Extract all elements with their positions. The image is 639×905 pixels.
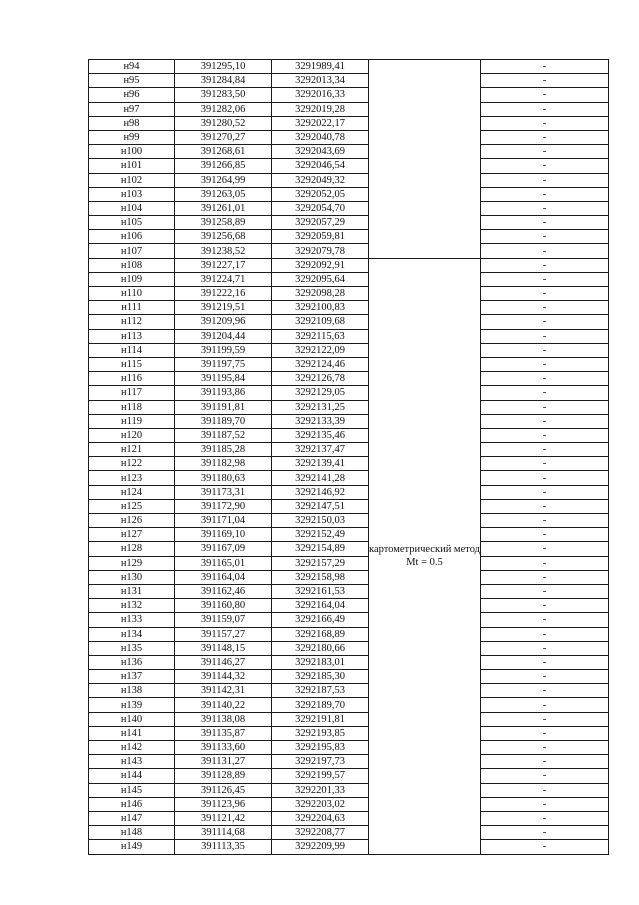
note-cell: - (481, 272, 609, 286)
y-coordinate-cell: 3292019,28 (272, 102, 369, 116)
note-cell: - (481, 698, 609, 712)
x-coordinate-cell: 391113,35 (175, 840, 272, 854)
point-name-cell: н119 (89, 414, 175, 428)
y-coordinate-cell: 3292137,47 (272, 443, 369, 457)
table-row (89, 627, 609, 641)
note-cell: - (481, 116, 609, 130)
x-coordinate-cell: 391227,17 (175, 258, 272, 272)
table-row (89, 811, 609, 825)
x-coordinate-cell: 391256,68 (175, 230, 272, 244)
y-coordinate-cell: 3292098,28 (272, 287, 369, 301)
y-coordinate-cell: 3292040,78 (272, 130, 369, 144)
y-coordinate-cell: 3292100,83 (272, 301, 369, 315)
point-name-cell: н145 (89, 783, 175, 797)
note-cell: - (481, 343, 609, 357)
note-cell: - (481, 755, 609, 769)
point-name-cell: н128 (89, 542, 175, 556)
note-cell: - (481, 357, 609, 371)
note-cell: - (481, 655, 609, 669)
note-cell: - (481, 457, 609, 471)
note-cell: - (481, 726, 609, 740)
note-cell: - (481, 811, 609, 825)
y-coordinate-cell: 3292180,66 (272, 641, 369, 655)
y-coordinate-cell: 3292095,64 (272, 272, 369, 286)
table-row (89, 457, 609, 471)
x-coordinate-cell: 391261,01 (175, 201, 272, 215)
y-coordinate-cell: 3292185,30 (272, 670, 369, 684)
note-cell: - (481, 741, 609, 755)
x-coordinate-cell: 391126,45 (175, 783, 272, 797)
table-row (89, 613, 609, 627)
y-coordinate-cell: 3292139,41 (272, 457, 369, 471)
y-coordinate-cell: 3292164,04 (272, 599, 369, 613)
method-cell: картометрический метод Mt = 0.5 (369, 258, 481, 854)
point-name-cell: н107 (89, 244, 175, 258)
y-coordinate-cell: 3292189,70 (272, 698, 369, 712)
x-coordinate-cell: 391138,08 (175, 712, 272, 726)
note-cell: - (481, 670, 609, 684)
y-coordinate-cell: 3292166,49 (272, 613, 369, 627)
x-coordinate-cell: 391162,46 (175, 584, 272, 598)
table-row (89, 641, 609, 655)
table-row (89, 60, 609, 74)
x-coordinate-cell: 391204,44 (175, 329, 272, 343)
table-row (89, 655, 609, 669)
point-name-cell: н123 (89, 471, 175, 485)
table-row (89, 216, 609, 230)
point-name-cell: н133 (89, 613, 175, 627)
table-row (89, 755, 609, 769)
y-coordinate-cell: 3292133,39 (272, 414, 369, 428)
table-row (89, 414, 609, 428)
table-row (89, 670, 609, 684)
note-cell: - (481, 840, 609, 854)
table-row (89, 485, 609, 499)
x-coordinate-cell: 391284,84 (175, 74, 272, 88)
table-row (89, 471, 609, 485)
note-cell: - (481, 797, 609, 811)
note-cell: - (481, 287, 609, 301)
x-coordinate-cell: 391189,70 (175, 414, 272, 428)
note-cell: - (481, 301, 609, 315)
y-coordinate-cell: 3292191,81 (272, 712, 369, 726)
note-cell: - (481, 159, 609, 173)
coordinates-table-body (89, 60, 609, 855)
x-coordinate-cell: 391140,22 (175, 698, 272, 712)
x-coordinate-cell: 391131,27 (175, 755, 272, 769)
note-cell: - (481, 514, 609, 528)
x-coordinate-cell: 391128,89 (175, 769, 272, 783)
x-coordinate-cell: 391121,42 (175, 811, 272, 825)
table-row (89, 145, 609, 159)
x-coordinate-cell: 391199,59 (175, 343, 272, 357)
point-name-cell: н122 (89, 457, 175, 471)
point-name-cell: н105 (89, 216, 175, 230)
table-row (89, 74, 609, 88)
note-cell: - (481, 584, 609, 598)
note-cell: - (481, 315, 609, 329)
x-coordinate-cell: 391295,10 (175, 60, 272, 74)
x-coordinate-cell: 391185,28 (175, 443, 272, 457)
point-name-cell: н137 (89, 670, 175, 684)
note-cell: - (481, 485, 609, 499)
table-row (89, 130, 609, 144)
point-name-cell: н109 (89, 272, 175, 286)
y-coordinate-cell: 3292054,70 (272, 201, 369, 215)
y-coordinate-cell: 3292059,81 (272, 230, 369, 244)
y-coordinate-cell: 3292183,01 (272, 655, 369, 669)
x-coordinate-cell: 391209,96 (175, 315, 272, 329)
x-coordinate-cell: 391148,15 (175, 641, 272, 655)
note-cell: - (481, 130, 609, 144)
y-coordinate-cell: 3292126,78 (272, 372, 369, 386)
table-row (89, 301, 609, 315)
point-name-cell: н120 (89, 428, 175, 442)
point-name-cell: н113 (89, 329, 175, 343)
table-row (89, 272, 609, 286)
table-row (89, 769, 609, 783)
x-coordinate-cell: 391270,27 (175, 130, 272, 144)
note-cell: - (481, 400, 609, 414)
point-name-cell: н127 (89, 528, 175, 542)
y-coordinate-cell: 3292193,85 (272, 726, 369, 740)
note-cell: - (481, 783, 609, 797)
y-coordinate-cell: 3292150,03 (272, 514, 369, 528)
table-row (89, 556, 609, 570)
x-coordinate-cell: 391172,90 (175, 499, 272, 513)
table-row (89, 783, 609, 797)
table-row (89, 684, 609, 698)
point-name-cell: н134 (89, 627, 175, 641)
point-name-cell: н99 (89, 130, 175, 144)
point-name-cell: н104 (89, 201, 175, 215)
x-coordinate-cell: 391264,99 (175, 173, 272, 187)
point-name-cell: н111 (89, 301, 175, 315)
y-coordinate-cell: 3292135,46 (272, 428, 369, 442)
y-coordinate-cell: 3292201,33 (272, 783, 369, 797)
y-coordinate-cell: 3292158,98 (272, 570, 369, 584)
point-name-cell: н95 (89, 74, 175, 88)
y-coordinate-cell: 3292046,54 (272, 159, 369, 173)
point-name-cell: н126 (89, 514, 175, 528)
table-row (89, 173, 609, 187)
point-name-cell: н116 (89, 372, 175, 386)
note-cell: - (481, 386, 609, 400)
x-coordinate-cell: 391157,27 (175, 627, 272, 641)
point-name-cell: н143 (89, 755, 175, 769)
y-coordinate-cell: 3292122,09 (272, 343, 369, 357)
x-coordinate-cell: 391167,09 (175, 542, 272, 556)
y-coordinate-cell: 3292022,17 (272, 116, 369, 130)
note-cell: - (481, 88, 609, 102)
table-row (89, 230, 609, 244)
point-name-cell: н142 (89, 741, 175, 755)
x-coordinate-cell: 391160,80 (175, 599, 272, 613)
point-name-cell: н144 (89, 769, 175, 783)
y-coordinate-cell: 3292157,29 (272, 556, 369, 570)
note-cell: - (481, 244, 609, 258)
method-cell (369, 60, 481, 259)
table-row (89, 287, 609, 301)
y-coordinate-cell: 3292115,63 (272, 329, 369, 343)
point-name-cell: н106 (89, 230, 175, 244)
y-coordinate-cell: 3292079,78 (272, 244, 369, 258)
point-name-cell: н118 (89, 400, 175, 414)
point-name-cell: н136 (89, 655, 175, 669)
point-name-cell: н100 (89, 145, 175, 159)
point-name-cell: н140 (89, 712, 175, 726)
table-row (89, 159, 609, 173)
table-row (89, 372, 609, 386)
point-name-cell: н138 (89, 684, 175, 698)
table-row (89, 116, 609, 130)
table-row (89, 499, 609, 513)
x-coordinate-cell: 391142,31 (175, 684, 272, 698)
note-cell: - (481, 201, 609, 215)
point-name-cell: н139 (89, 698, 175, 712)
point-name-cell: н98 (89, 116, 175, 130)
point-name-cell: н141 (89, 726, 175, 740)
x-coordinate-cell: 391123,96 (175, 797, 272, 811)
table-row (89, 514, 609, 528)
y-coordinate-cell: 3292124,46 (272, 357, 369, 371)
x-coordinate-cell: 391283,50 (175, 88, 272, 102)
note-cell: - (481, 769, 609, 783)
y-coordinate-cell: 3292013,34 (272, 74, 369, 88)
point-name-cell: н103 (89, 187, 175, 201)
note-cell: - (481, 329, 609, 343)
note-cell: - (481, 60, 609, 74)
x-coordinate-cell: 391258,89 (175, 216, 272, 230)
y-coordinate-cell: 3292146,92 (272, 485, 369, 499)
y-coordinate-cell: 3292208,77 (272, 826, 369, 840)
point-name-cell: н121 (89, 443, 175, 457)
point-name-cell: н148 (89, 826, 175, 840)
table-row (89, 542, 609, 556)
y-coordinate-cell: 3292141,28 (272, 471, 369, 485)
table-row (89, 244, 609, 258)
point-name-cell: н94 (89, 60, 175, 74)
point-name-cell: н117 (89, 386, 175, 400)
note-cell: - (481, 145, 609, 159)
x-coordinate-cell: 391165,01 (175, 556, 272, 570)
table-row (89, 258, 609, 272)
point-name-cell: н102 (89, 173, 175, 187)
y-coordinate-cell: 3292195,83 (272, 741, 369, 755)
x-coordinate-cell: 391193,86 (175, 386, 272, 400)
note-cell: - (481, 187, 609, 201)
x-coordinate-cell: 391263,05 (175, 187, 272, 201)
x-coordinate-cell: 391268,61 (175, 145, 272, 159)
note-cell: - (481, 258, 609, 272)
y-coordinate-cell: 3292057,29 (272, 216, 369, 230)
note-cell: - (481, 216, 609, 230)
note-cell: - (481, 684, 609, 698)
y-coordinate-cell: 3292168,89 (272, 627, 369, 641)
coordinates-table (88, 59, 609, 855)
y-coordinate-cell: 3292129,05 (272, 386, 369, 400)
y-coordinate-cell: 3292187,53 (272, 684, 369, 698)
point-name-cell: н124 (89, 485, 175, 499)
table-row (89, 443, 609, 457)
table-row (89, 187, 609, 201)
x-coordinate-cell: 391224,71 (175, 272, 272, 286)
point-name-cell: н97 (89, 102, 175, 116)
table-row (89, 357, 609, 371)
x-coordinate-cell: 391197,75 (175, 357, 272, 371)
y-coordinate-cell: 3292016,33 (272, 88, 369, 102)
x-coordinate-cell: 391182,98 (175, 457, 272, 471)
y-coordinate-cell: 3292199,57 (272, 769, 369, 783)
x-coordinate-cell: 391171,04 (175, 514, 272, 528)
table-row (89, 741, 609, 755)
note-cell: - (481, 826, 609, 840)
x-coordinate-cell: 391159,07 (175, 613, 272, 627)
note-cell: - (481, 443, 609, 457)
y-coordinate-cell: 3292203,02 (272, 797, 369, 811)
note-cell: - (481, 428, 609, 442)
note-cell: - (481, 613, 609, 627)
table-row (89, 712, 609, 726)
table-row (89, 726, 609, 740)
table-row (89, 329, 609, 343)
note-cell: - (481, 570, 609, 584)
note-cell: - (481, 414, 609, 428)
x-coordinate-cell: 391187,52 (175, 428, 272, 442)
y-coordinate-cell: 3292147,51 (272, 499, 369, 513)
note-cell: - (481, 627, 609, 641)
point-name-cell: н130 (89, 570, 175, 584)
point-name-cell: н131 (89, 584, 175, 598)
point-name-cell: н132 (89, 599, 175, 613)
x-coordinate-cell: 391164,04 (175, 570, 272, 584)
x-coordinate-cell: 391173,31 (175, 485, 272, 499)
y-coordinate-cell: 3292204,63 (272, 811, 369, 825)
note-cell: - (481, 641, 609, 655)
point-name-cell: н112 (89, 315, 175, 329)
point-name-cell: н146 (89, 797, 175, 811)
y-coordinate-cell: 3292152,49 (272, 528, 369, 542)
x-coordinate-cell: 391280,52 (175, 116, 272, 130)
table-row (89, 698, 609, 712)
note-cell: - (481, 542, 609, 556)
table-row (89, 826, 609, 840)
x-coordinate-cell: 391146,27 (175, 655, 272, 669)
table-row (89, 386, 609, 400)
note-cell: - (481, 599, 609, 613)
point-name-cell: н125 (89, 499, 175, 513)
point-name-cell: н114 (89, 343, 175, 357)
table-row (89, 102, 609, 116)
point-name-cell: н147 (89, 811, 175, 825)
point-name-cell: н115 (89, 357, 175, 371)
table-row (89, 840, 609, 854)
table-row (89, 797, 609, 811)
x-coordinate-cell: 391169,10 (175, 528, 272, 542)
y-coordinate-cell: 3292209,99 (272, 840, 369, 854)
x-coordinate-cell: 391266,85 (175, 159, 272, 173)
y-coordinate-cell: 3292109,68 (272, 315, 369, 329)
y-coordinate-cell: 3292197,73 (272, 755, 369, 769)
table-row (89, 528, 609, 542)
note-cell: - (481, 471, 609, 485)
x-coordinate-cell: 391133,60 (175, 741, 272, 755)
x-coordinate-cell: 391282,06 (175, 102, 272, 116)
x-coordinate-cell: 391195,84 (175, 372, 272, 386)
note-cell: - (481, 74, 609, 88)
point-name-cell: н110 (89, 287, 175, 301)
note-cell: - (481, 102, 609, 116)
y-coordinate-cell: 3292049,32 (272, 173, 369, 187)
note-cell: - (481, 556, 609, 570)
point-name-cell: н149 (89, 840, 175, 854)
point-name-cell: н129 (89, 556, 175, 570)
x-coordinate-cell: 391219,51 (175, 301, 272, 315)
table-row (89, 599, 609, 613)
table-row (89, 400, 609, 414)
y-coordinate-cell: 3292092,91 (272, 258, 369, 272)
table-row (89, 584, 609, 598)
x-coordinate-cell: 391180,63 (175, 471, 272, 485)
x-coordinate-cell: 391135,87 (175, 726, 272, 740)
point-name-cell: н96 (89, 88, 175, 102)
y-coordinate-cell: 3292131,25 (272, 400, 369, 414)
note-cell: - (481, 173, 609, 187)
y-coordinate-cell: 3292154,89 (272, 542, 369, 556)
x-coordinate-cell: 391144,32 (175, 670, 272, 684)
note-cell: - (481, 230, 609, 244)
note-cell: - (481, 528, 609, 542)
x-coordinate-cell: 391114,68 (175, 826, 272, 840)
y-coordinate-cell: 3292052,05 (272, 187, 369, 201)
note-cell: - (481, 372, 609, 386)
point-name-cell: н135 (89, 641, 175, 655)
point-name-cell: н101 (89, 159, 175, 173)
table-row (89, 201, 609, 215)
table-row (89, 428, 609, 442)
y-coordinate-cell: 3292161,53 (272, 584, 369, 598)
point-name-cell: н108 (89, 258, 175, 272)
note-cell: - (481, 712, 609, 726)
x-coordinate-cell: 391191,81 (175, 400, 272, 414)
table-row (89, 570, 609, 584)
table-row (89, 315, 609, 329)
x-coordinate-cell: 391238,52 (175, 244, 272, 258)
table-row (89, 88, 609, 102)
y-coordinate-cell: 3291989,41 (272, 60, 369, 74)
table-row (89, 343, 609, 357)
note-cell: - (481, 499, 609, 513)
y-coordinate-cell: 3292043,69 (272, 145, 369, 159)
x-coordinate-cell: 391222,16 (175, 287, 272, 301)
